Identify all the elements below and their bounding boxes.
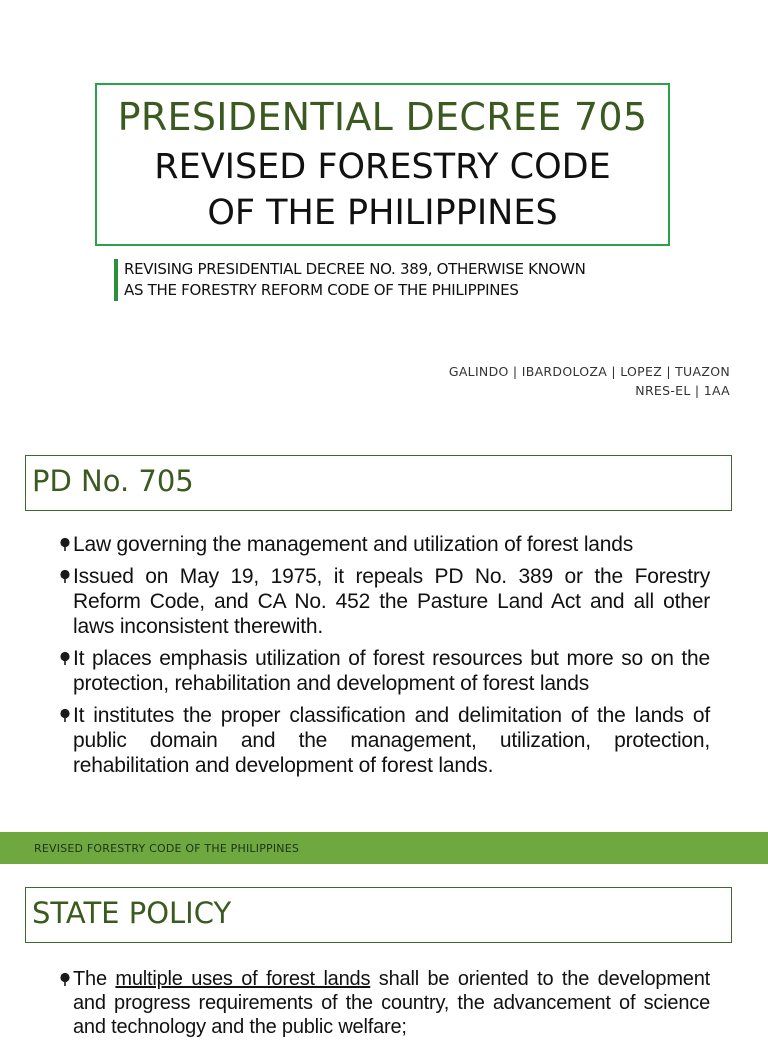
tree-icon bbox=[58, 972, 72, 986]
bullet-text: Issued on May 19, 1975, it repeals PD No. 389 or the Forestry Reform Code, and CA No. 452 the Pasture Land Act and all other laws inconsistent therewith. bbox=[73, 565, 710, 638]
title-box bbox=[95, 83, 670, 246]
subtitle-line-1: REVISING PRESIDENTIAL DECREE NO. 389, OTHERWISE KNOWN bbox=[124, 260, 586, 278]
list-item bbox=[58, 564, 710, 639]
author-names: GALINDO | IBARDOLOZA | LOPEZ | TUAZON bbox=[448, 364, 730, 379]
tree-icon bbox=[58, 537, 72, 551]
footer-text: REVISED FORESTRY CODE OF THE PHILIPPINES bbox=[34, 842, 300, 855]
underlined-phrase: multiple uses of forest lands bbox=[115, 968, 371, 990]
bullet-suffix: shall be oriented to the development and progress requirements of the country, the advancement of science and technology and the public welfare; bbox=[73, 968, 710, 1038]
heading-box-state-policy bbox=[25, 887, 732, 943]
title-line-1: PRESIDENTIAL DECREE 705 bbox=[117, 95, 648, 139]
footer-bar bbox=[0, 832, 768, 864]
list-item bbox=[58, 646, 710, 696]
bullet-text: It places emphasis utilization of forest resources but more so on the protection, rehabilitation and development of forest lands bbox=[73, 647, 710, 695]
heading-box-pd705 bbox=[25, 455, 732, 511]
slide-heading: PD No. 705 bbox=[32, 464, 194, 498]
title-line-3: OF THE PHILIPPINES bbox=[207, 193, 558, 233]
tree-icon bbox=[58, 569, 72, 583]
title-line-2: REVISED FORESTRY CODE bbox=[154, 147, 611, 187]
bullet-list bbox=[58, 532, 710, 785]
authors bbox=[449, 362, 730, 400]
bullet-text: It institutes the proper classification and delimitation of the lands of public domain and the management, utilization, protection, rehabilitation and development of forest lands. bbox=[73, 704, 710, 777]
list-item bbox=[58, 967, 710, 1039]
slide-heading: STATE POLICY bbox=[32, 896, 232, 930]
tree-icon bbox=[58, 708, 72, 722]
subtitle bbox=[114, 259, 644, 301]
bullet-prefix: The bbox=[73, 968, 116, 990]
author-section: NRES-EL | 1AA bbox=[635, 383, 730, 398]
list-item bbox=[58, 703, 710, 778]
list-item bbox=[58, 532, 710, 557]
subtitle-line-2: AS THE FORESTRY REFORM CODE OF THE PHILIPPINES bbox=[124, 281, 519, 299]
tree-icon bbox=[58, 651, 72, 665]
bullet-text: Law governing the management and utilization of forest lands bbox=[73, 533, 634, 556]
bullet-list bbox=[58, 967, 710, 1046]
